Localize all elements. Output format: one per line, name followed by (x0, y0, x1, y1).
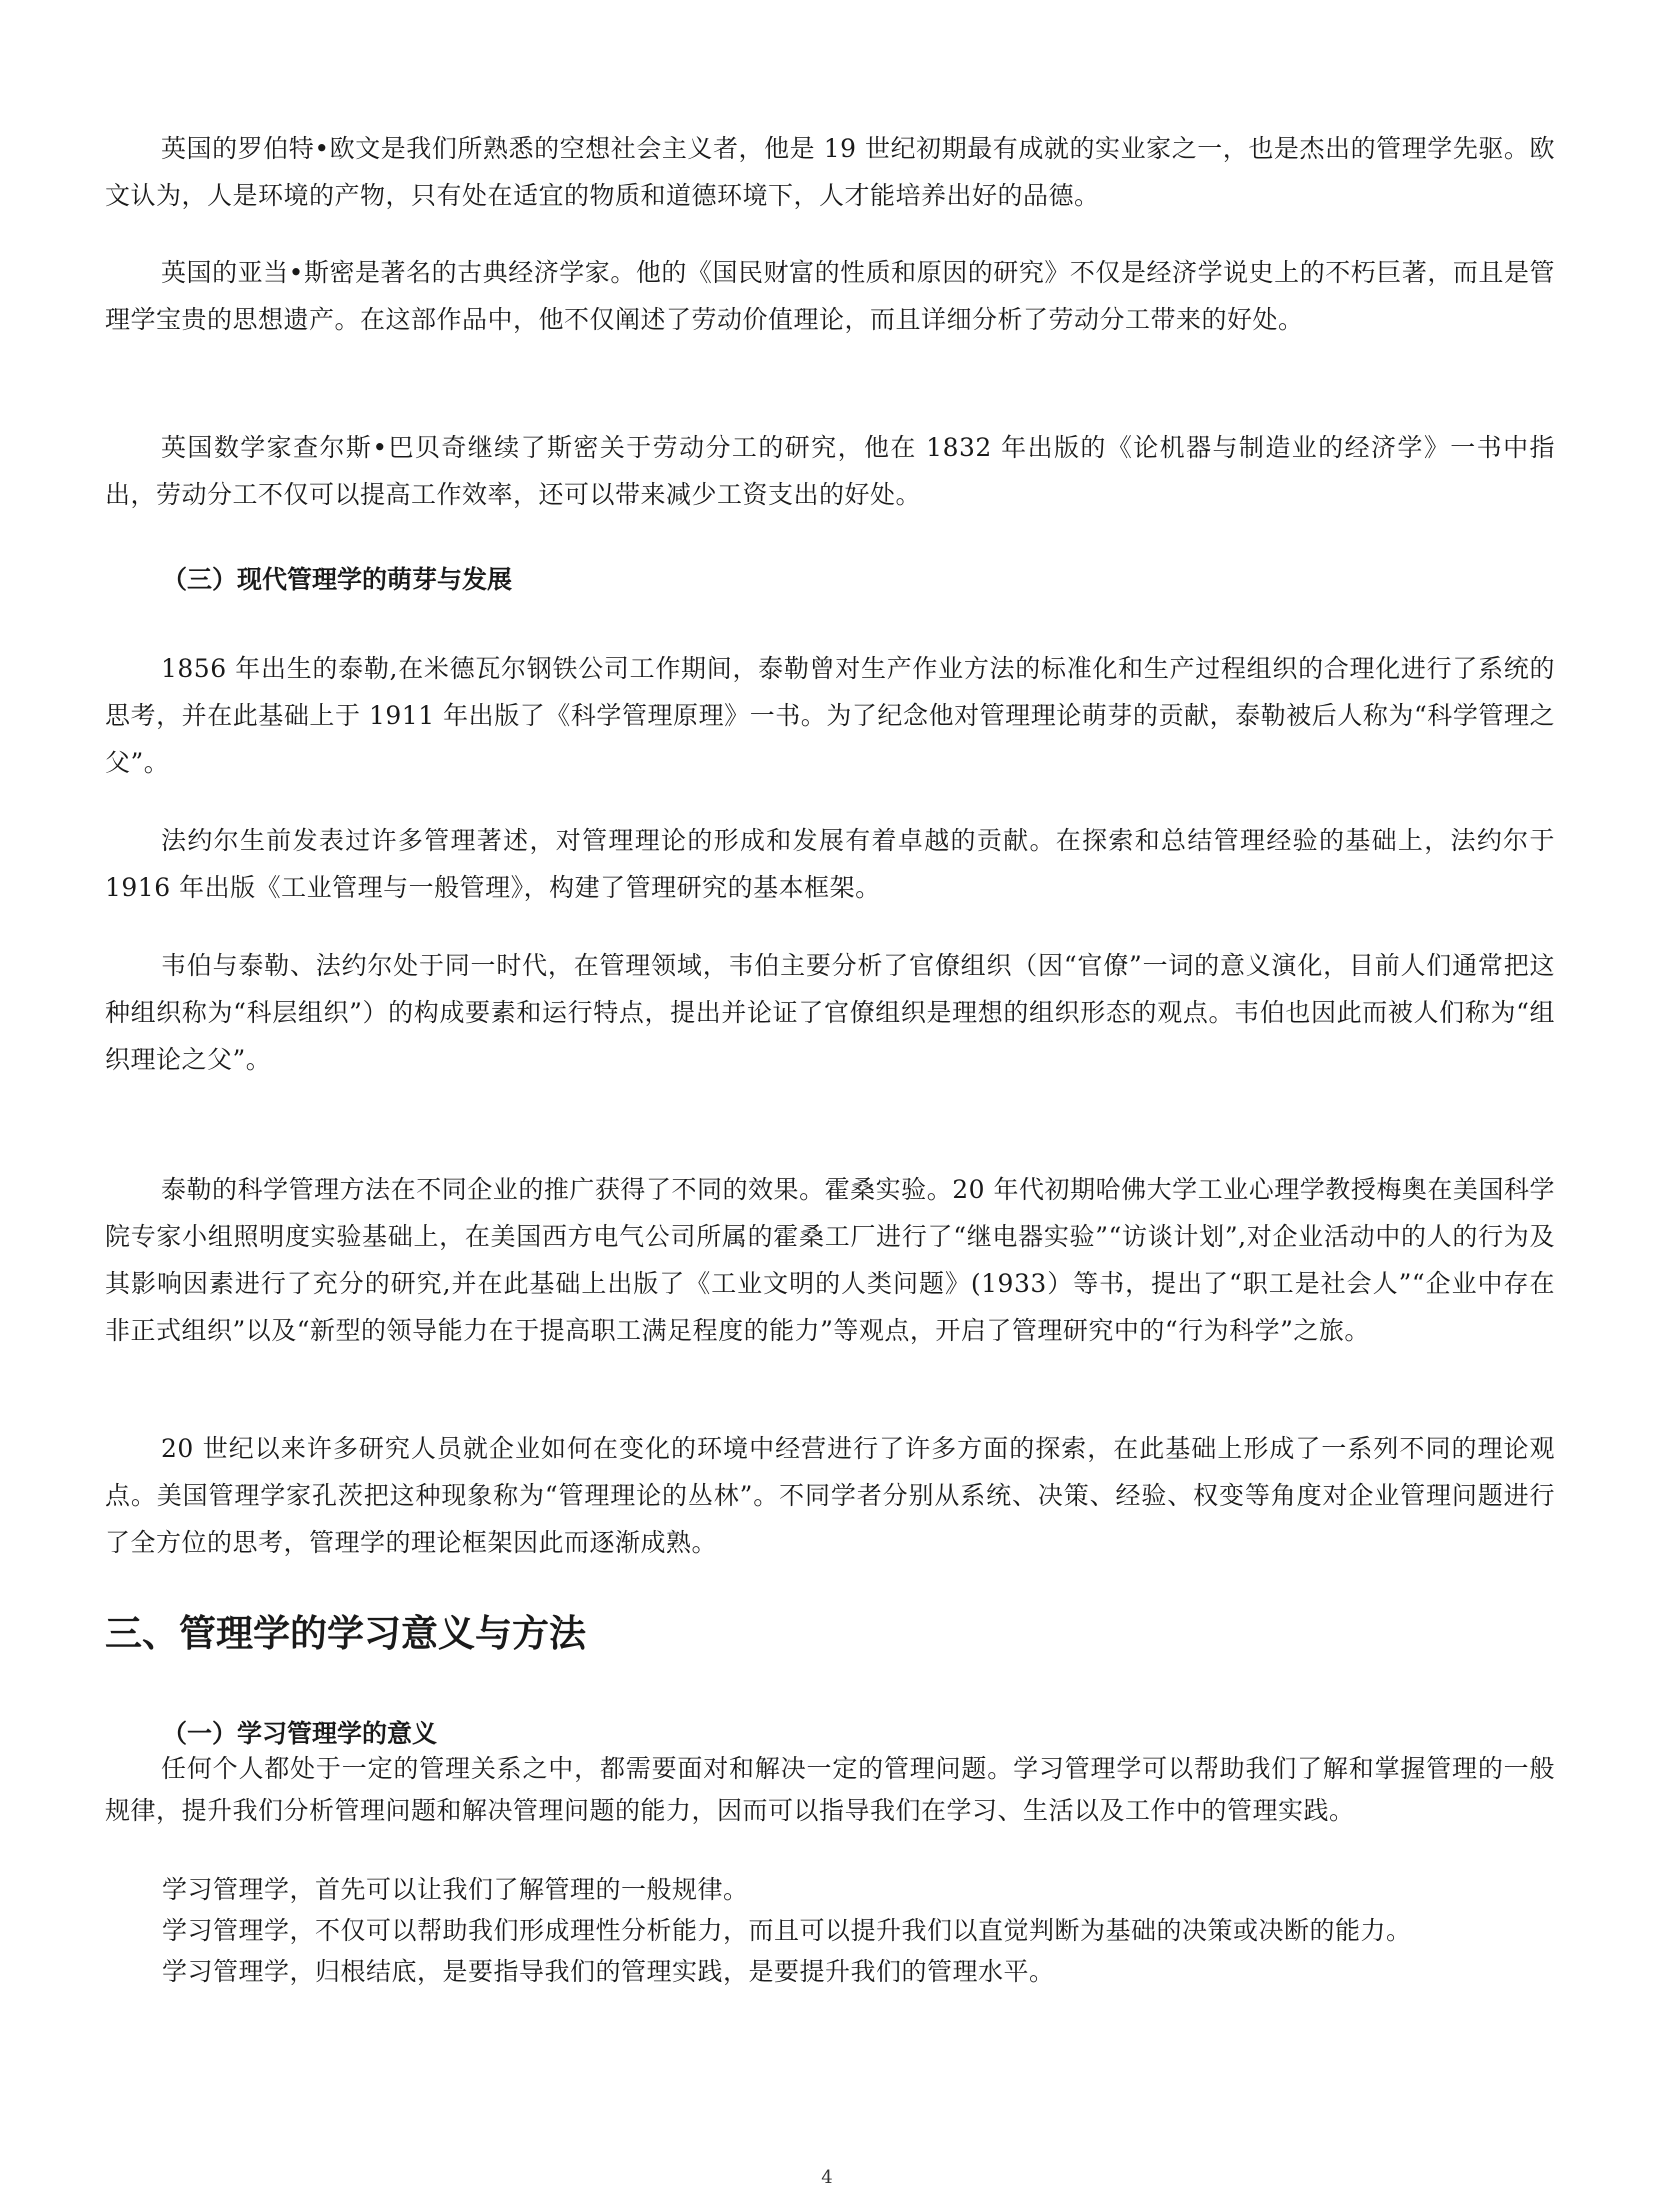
subheading-modern-management: （三）现代管理学的萌芽与发展 (162, 565, 513, 594)
paragraph-taylor: 1856 年出生的泰勒,在米德瓦尔钢铁公司工作期间，泰勒曾对生产作业方法的标准化和生产过程组织的合理化进行了系统的思考，并在此基础上于 1911 年出版了《科学管理原理》一书。为了纪念他对管理理论萌芽的贡献，泰勒被后人称为“科学管理之父”。 (105, 654, 1555, 777)
subheading-learning-significance: （一）学习管理学的意义 (162, 1719, 438, 1748)
paragraph-owen: 英国的罗伯特•欧文是我们所熟悉的空想社会主义者，他是 19 世纪初期最有成就的实业家之一，也是杰出的管理学先驱。欧文认为，人是环境的产物，只有处在适宜的物质和道德环境下，人才能培养出好的品德。 (105, 134, 1555, 210)
text-line: 学习管理学，首先可以让我们了解管理的一般规律。 (162, 1875, 749, 1904)
text-line: 学习管理学，归根结底，是要指导我们的管理实践，是要提升我们的管理水平。 (162, 1957, 1055, 1986)
text-line: 学习管理学，不仅可以帮助我们形成理性分析能力，而且可以提升我们以直觉判断为基础的决策或决断的能力。 (162, 1916, 1412, 1945)
section-heading: 三、管理学的学习意义与方法 (105, 1612, 586, 1655)
paragraph-babbage: 英国数学家查尔斯•巴贝奇继续了斯密关于劳动分工的研究，他在 1832 年出版的《论机器与制造业的经济学》一书中指出，劳动分工不仅可以提高工作效率，还可以带来减少工资支出的好处。 (105, 433, 1555, 509)
paragraph-hawthorne: 泰勒的科学管理方法在不同企业的推广获得了不同的效果。霍桑实验。20 年代初期哈佛大学工业心理学教授梅奥在美国科学院专家小组照明度实验基础上，在美国西方电气公司所属的霍桑工厂进行了“继电器实验”“访谈计划”,对企业活动中的人的行为及其影响因素进行了充分的研究,并在此基础上出版了《工业文明的人类问题》(1933）等书，提出了“职工是社会人”“企业中存在非正式组织”以及“新型的领导能力在于提高职工满足程度的能力”等观点，开启了管理研究中的“行为科学”之旅。 (105, 1175, 1555, 1345)
paragraph-weber: 韦伯与泰勒、法约尔处于同一时代，在管理领域，韦伯主要分析了官僚组织（因“官僚”一词的意义演化，目前人们通常把这种组织称为“科层组织”）的构成要素和运行特点，提出并论证了官僚组织是理想的组织形态的观点。韦伯也因此而被人们称为“组织理论之父”。 (105, 951, 1555, 1074)
paragraph-fayol: 法约尔生前发表过许多管理著述，对管理理论的形成和发展有着卓越的贡献。在探索和总结管理经验的基础上，法约尔于 1916 年出版《工业管理与一般管理》，构建了管理研究的基本框架。 (105, 826, 1555, 902)
page-number: 4 (821, 2167, 833, 2188)
paragraph-management-jungle: 20 世纪以来许多研究人员就企业如何在变化的环境中经营进行了许多方面的探索，在此基础上形成了一系列不同的理论观点。美国管理学家孔茨把这种现象称为“管理理论的丛林”。不同学者分别从系统、决策、经验、权变等角度对企业管理问题进行了全方位的思考，管理学的理论框架因此而逐渐成熟。 (105, 1434, 1555, 1557)
paragraph-smith: 英国的亚当•斯密是著名的古典经济学家。他的《国民财富的性质和原因的研究》不仅是经济学说史上的不朽巨著，而且是管理学宝贵的思想遗产。在这部作品中，他不仅阐述了劳动价值理论，而且详细分析了劳动分工带来的好处。 (105, 258, 1555, 334)
paragraph-significance: 任何个人都处于一定的管理关系之中，都需要面对和解决一定的管理问题。学习管理学可以帮助我们了解和掌握管理的一般规律，提升我们分析管理问题和解决管理问题的能力，因而可以指导我们在学习、生活以及工作中的管理实践。 (105, 1754, 1555, 1825)
